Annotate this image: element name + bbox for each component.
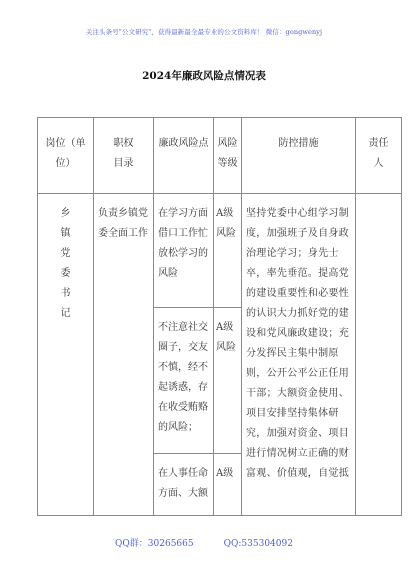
post-char: 党 xyxy=(60,248,71,259)
post-char: 记 xyxy=(60,308,71,319)
post-char: 书 xyxy=(60,288,71,299)
measure-line: 究，加强对资金、项目 xyxy=(246,428,349,439)
risk-line: 借口工作忙 xyxy=(158,228,208,239)
duty-line: 委全面工作 xyxy=(98,228,148,239)
header-duty-line: 目录 xyxy=(113,158,134,169)
post-char: 镇 xyxy=(60,228,71,239)
level-cell xyxy=(214,454,242,516)
header-notice: 关注头条号"公文研究"，获得最新最全最专业的公文资料库！ 微信：gongwenyj xyxy=(85,28,323,36)
measure-line: 设和党风廉政建设；充 xyxy=(246,328,349,339)
risk-line: 风险 xyxy=(158,268,178,279)
measure-line: 富观、价值观，自觉抵 xyxy=(246,468,349,479)
risk-cell xyxy=(154,454,214,516)
level-line: 风险 xyxy=(216,228,236,239)
measure-line: 干部；大额资金使用、 xyxy=(246,388,349,399)
owner-cell xyxy=(356,194,402,516)
level-line: A级 xyxy=(216,322,234,333)
risk-table xyxy=(37,117,402,516)
measure-line: 的认识大力抓好党的建 xyxy=(246,308,349,319)
measure-line: 则，公开公平公正任用 xyxy=(246,368,349,379)
header-risk-label: 廉政风险点 xyxy=(158,138,209,149)
measure-line: 进行情况树立正确的财 xyxy=(246,448,349,459)
level-cell xyxy=(214,308,242,454)
document-title: 2024年廉政风险点情况表 xyxy=(142,70,266,82)
measures-cell xyxy=(242,194,356,516)
header-level-line: 风险 xyxy=(217,138,238,149)
risk-line: 不慎，经不 xyxy=(158,362,208,373)
risk-line: 的风险； xyxy=(158,422,198,433)
measure-line: 卒，率先垂范。提高党 xyxy=(246,268,349,279)
measure-line: 坚持党委中心组学习制 xyxy=(246,208,349,219)
duty-line: 负责乡镇党 xyxy=(98,208,148,219)
post-char: 委 xyxy=(60,268,71,279)
risk-line: 在人事任命 xyxy=(158,468,208,479)
level-line: A级 xyxy=(216,468,234,479)
risk-line: 不注意社交 xyxy=(158,322,208,333)
risk-line: 方面、大额 xyxy=(158,488,208,499)
header-post-line: 岗位（单 xyxy=(45,138,86,149)
footer-qq: QQ:535304092 xyxy=(223,539,293,549)
table-header-row xyxy=(38,118,402,194)
level-line: 风险 xyxy=(216,342,236,353)
footer-qq-group: QQ群：30265665 xyxy=(115,539,194,549)
risk-line: 在学习方面 xyxy=(158,208,208,219)
measure-line: 项目安排坚持集体研 xyxy=(246,408,339,419)
header-duty xyxy=(94,118,154,194)
header-level-line: 等级 xyxy=(217,158,238,169)
level-cell xyxy=(214,194,242,308)
header-post xyxy=(38,118,94,194)
header-owner xyxy=(356,118,402,194)
measure-line: 治理论学习；身先士 xyxy=(246,248,339,259)
duty-cell xyxy=(94,194,154,516)
risk-cell xyxy=(154,194,214,308)
risk-cell xyxy=(154,308,214,454)
header-owner-line: 责任 xyxy=(368,138,389,149)
post-char: 乡 xyxy=(60,208,71,219)
measure-line: 分发挥民主集中制原 xyxy=(246,348,339,359)
risk-line: 在收受贿赂 xyxy=(158,402,208,413)
header-measures xyxy=(242,118,356,194)
risk-line: 起诱惑，存 xyxy=(158,382,208,393)
measure-line: 的建设重要性和必要性 xyxy=(246,288,349,299)
header-post-line: 位） xyxy=(55,158,76,169)
header-level xyxy=(214,118,242,194)
post-cell xyxy=(38,194,94,516)
table-row xyxy=(38,194,402,308)
measure-line: 度，加强班子及自身政 xyxy=(246,228,349,239)
header-measures-label: 防控措施 xyxy=(278,138,319,149)
risk-line: 圈子，交友 xyxy=(158,342,208,353)
footer-contacts xyxy=(0,536,408,549)
header-owner-line: 人 xyxy=(373,158,384,169)
risk-line: 放松学习的 xyxy=(158,248,208,259)
level-line: A级 xyxy=(216,208,234,219)
header-duty-line: 职权 xyxy=(113,138,134,149)
header-risk xyxy=(154,118,214,194)
